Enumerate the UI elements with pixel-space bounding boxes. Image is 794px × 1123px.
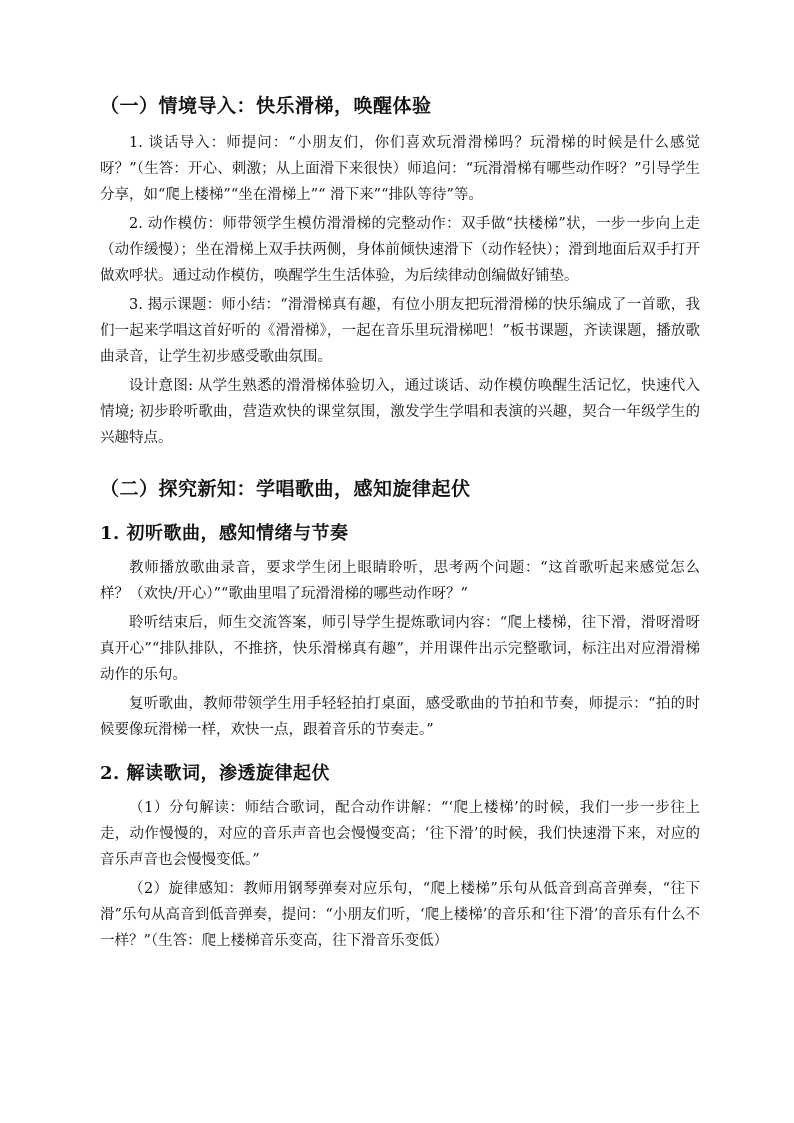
paragraph-action-imitation: 2. 动作模仿：师带领学生模仿滑滑梯的完整动作：双手做“扶楼梯”状，一步一步向上走（动作缓慢）；坐在滑梯上双手扶两侧，身体前倾快速滑下（动作轻快）；滑到地面后双手打开做欢呼状。通过动作模仿，唤醒学生生活体验，为后续律动创编做好铺垫。 xyxy=(100,216,700,284)
paragraph-rhythm-clapping: 复听歌曲，教师带领学生用手轻轻拍打桌面，感受歌曲的节拍和节奏，师提示：“拍的时候要像玩滑梯一样，欢快一点，跟着音乐的节奏走。” xyxy=(100,696,700,738)
paragraph-talk-intro: 1. 谈话导入：师提问：“小朋友们，你们喜欢玩滑滑梯吗？玩滑梯的时候是什么感觉呀？”（生答：开心、刺激；从上面滑下来很快）师追问：“玩滑滑梯有哪些动作呀？”引导学生分享，如“爬上楼梯”“坐在滑梯上”“ 滑下来”“排队等待”等。 xyxy=(100,135,700,203)
section-heading-intro: （一）情境导入：快乐滑梯，唤醒体验 xyxy=(100,95,432,117)
subheading-lyrics-melody: 2. 解读歌词，渗透旋律起伏 xyxy=(100,763,331,784)
section-heading-explore: （二）探究新知：学唱歌曲，感知旋律起伏 xyxy=(100,478,471,500)
document-page xyxy=(100,92,700,957)
paragraph-sentence-explain: （1）分句解读：师结合歌词，配合动作讲解：“‘爬上楼梯’的时候，我们一步一步往上走，动作慢慢的，对应的音乐声音也会慢慢变高；‘往下滑’的时候，我们快速滑下来，对应的音乐声音也会慢慢变低。” xyxy=(100,800,700,868)
paragraph-melody-perception: （2）旋律感知：教师用钢琴弹奏对应乐句，“爬上楼梯”乐句从低音到高音弹奏，“往下滑”乐句从高音到低音弹奏，提问：“小朋友们听，‘爬上楼梯’的音乐和‘往下滑’的音乐有什么不一样？”（生答：爬上楼梯音乐变高，往下滑音乐变低） xyxy=(100,881,700,949)
subheading-first-listen: 1. 初听歌曲，感知情绪与节奏 xyxy=(100,523,349,544)
paragraph-design-intent: 设计意图: 从学生熟悉的滑滑梯体验切入，通过谈话、动作模仿唤醒生活记忆，快速代入情境; 初步聆听歌曲，营造欢快的课堂氛围，激发学生学唱和表演的兴趣，契合一年级学生的兴趣特点。 xyxy=(100,378,700,446)
paragraph-reveal-topic: 3. 揭示课题：师小结：“滑滑梯真有趣，有位小朋友把玩滑滑梯的快乐编成了一首歌，我们一起来学唱这首好听的《滑滑梯》，一起在音乐里玩滑梯吧！”板书课题，齐读课题，播放歌曲录音，让学生初步感受歌曲氛围。 xyxy=(100,297,700,365)
paragraph-listen-questions: 教师播放歌曲录音，要求学生闭上眼睛聆听，思考两个问题：“这首歌听起来感觉怎么样？（欢快/开心）”“歌曲里唱了玩滑滑梯的哪些动作呀？” xyxy=(100,560,700,602)
paragraph-lyrics-discussion: 聆听结束后，师生交流答案，师引导学生提炼歌词内容：“爬上楼梯，往下滑，滑呀滑呀真开心”“排队排队，不推挤，快乐滑梯真有趣”，并用课件出示完整歌词，标注出对应滑滑梯动作的乐句。 xyxy=(100,615,700,683)
